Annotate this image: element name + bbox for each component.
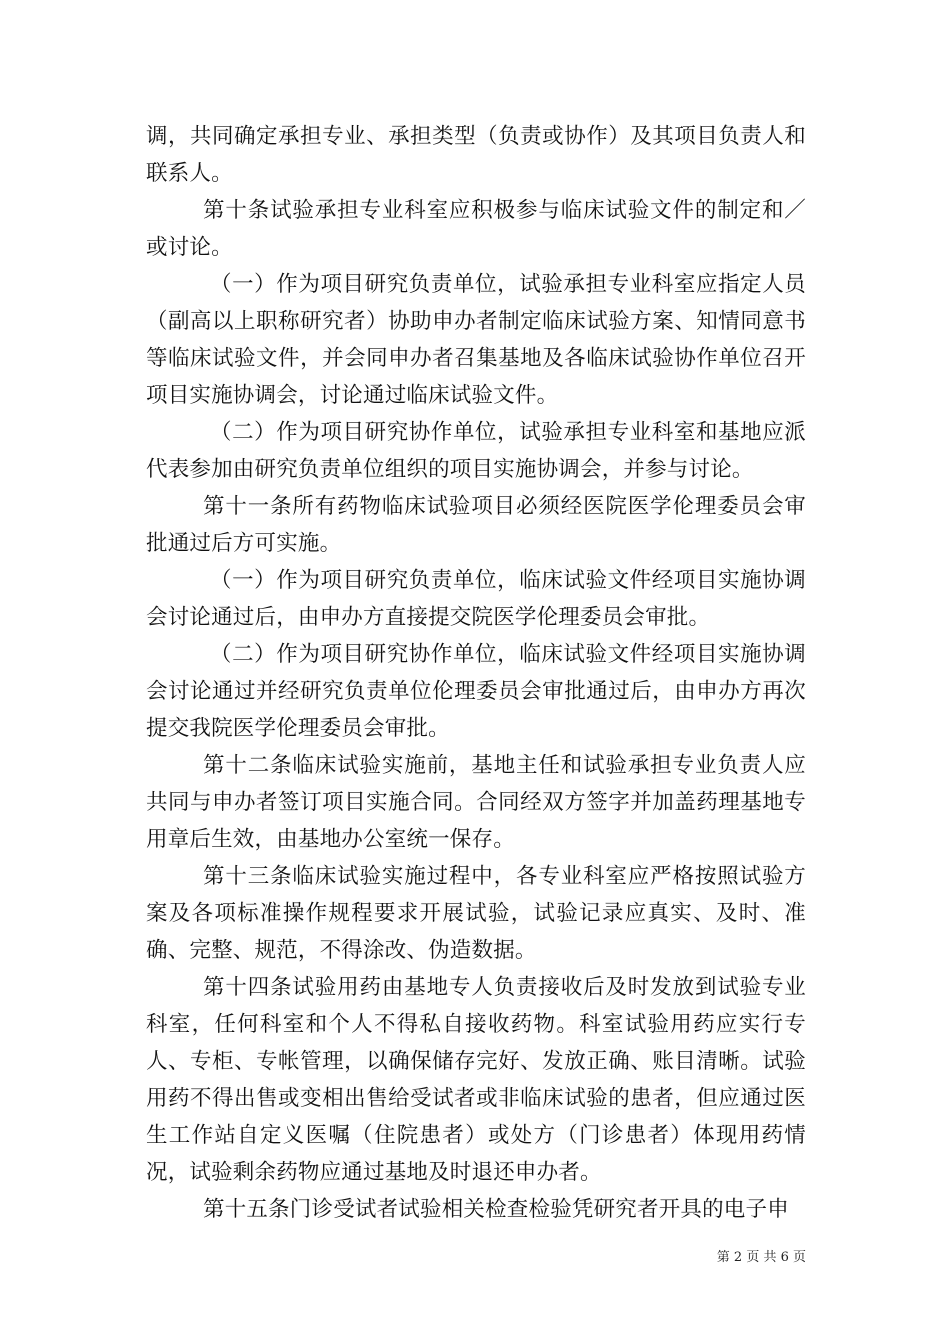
paragraph-article-14: 第十四条试验用药由基地专人负责接收后及时发放到试验专业科室，任何科室和个人不得私自接收药物。科室试验用药应实行专人、专柜、专帐管理，以确保储存完好、发放正确、账目清晰。试验用药不得出售或变相出售给受试者或非临床试验的患者，但应通过医生工作站自定义医嘱（住院患者）或处方（门诊患者）体现用药情况，试验剩余药物应通过基地及时退还申办者。 <box>146 975 806 1185</box>
paragraph-article-10-item-2: （二）作为项目研究协作单位，试验承担专业科室和基地应派代表参加由研究负责单位组织的项目实施协调会，并参与讨论。 <box>146 420 806 482</box>
paragraph-article-15: 第十五条门诊受试者试验相关检查检验凭研究者开具的电子申 <box>203 1197 789 1222</box>
paragraph-article-12: 第十二条临床试验实施前，基地主任和试验承担专业负责人应共同与申办者签订项目实施合同。合同经双方签字并加盖药理基地专用章后生效，由基地办公室统一保存。 <box>146 753 806 852</box>
paragraph-article-13: 第十三条临床试验实施过程中，各专业科室应严格按照试验方案及各项标准操作规程要求开展试验，试验记录应真实、及时、准确、完整、规范，不得涂改、伪造数据。 <box>146 864 806 963</box>
paragraph-article-11-item-1: （一）作为项目研究负责单位，临床试验文件经项目实施协调会讨论通过后，由申办方直接提交院医学伦理委员会审批。 <box>146 568 806 630</box>
paragraph-article-11-item-2: （二）作为项目研究协作单位，临床试验文件经项目实施协调会讨论通过并经研究负责单位伦理委员会审批通过后，由申办方再次提交我院医学伦理委员会审批。 <box>146 642 806 741</box>
paragraph-article-10: 第十条试验承担专业科室应积极参与临床试验文件的制定和／或讨论。 <box>146 198 806 260</box>
page-footer: 第 2 页 共 6 页 <box>716 1250 806 1265</box>
paragraph-1: 调，共同确定承担专业、承担类型（负责或协作）及其项目负责人和联系人。 <box>146 124 806 186</box>
paragraph-article-11: 第十一条所有药物临床试验项目必须经医院医学伦理委员会审批通过后方可实施。 <box>146 494 806 556</box>
document-body <box>146 118 806 1228</box>
paragraph-article-10-item-1: （一）作为项目研究负责单位，试验承担专业科室应指定人员（副高以上职称研究者）协助申办者制定临床试验方案、知情同意书等临床试验文件，并会同申办者召集基地及各临床试验协作单位召开项目实施协调会，讨论通过临床试验文件。 <box>146 272 806 408</box>
